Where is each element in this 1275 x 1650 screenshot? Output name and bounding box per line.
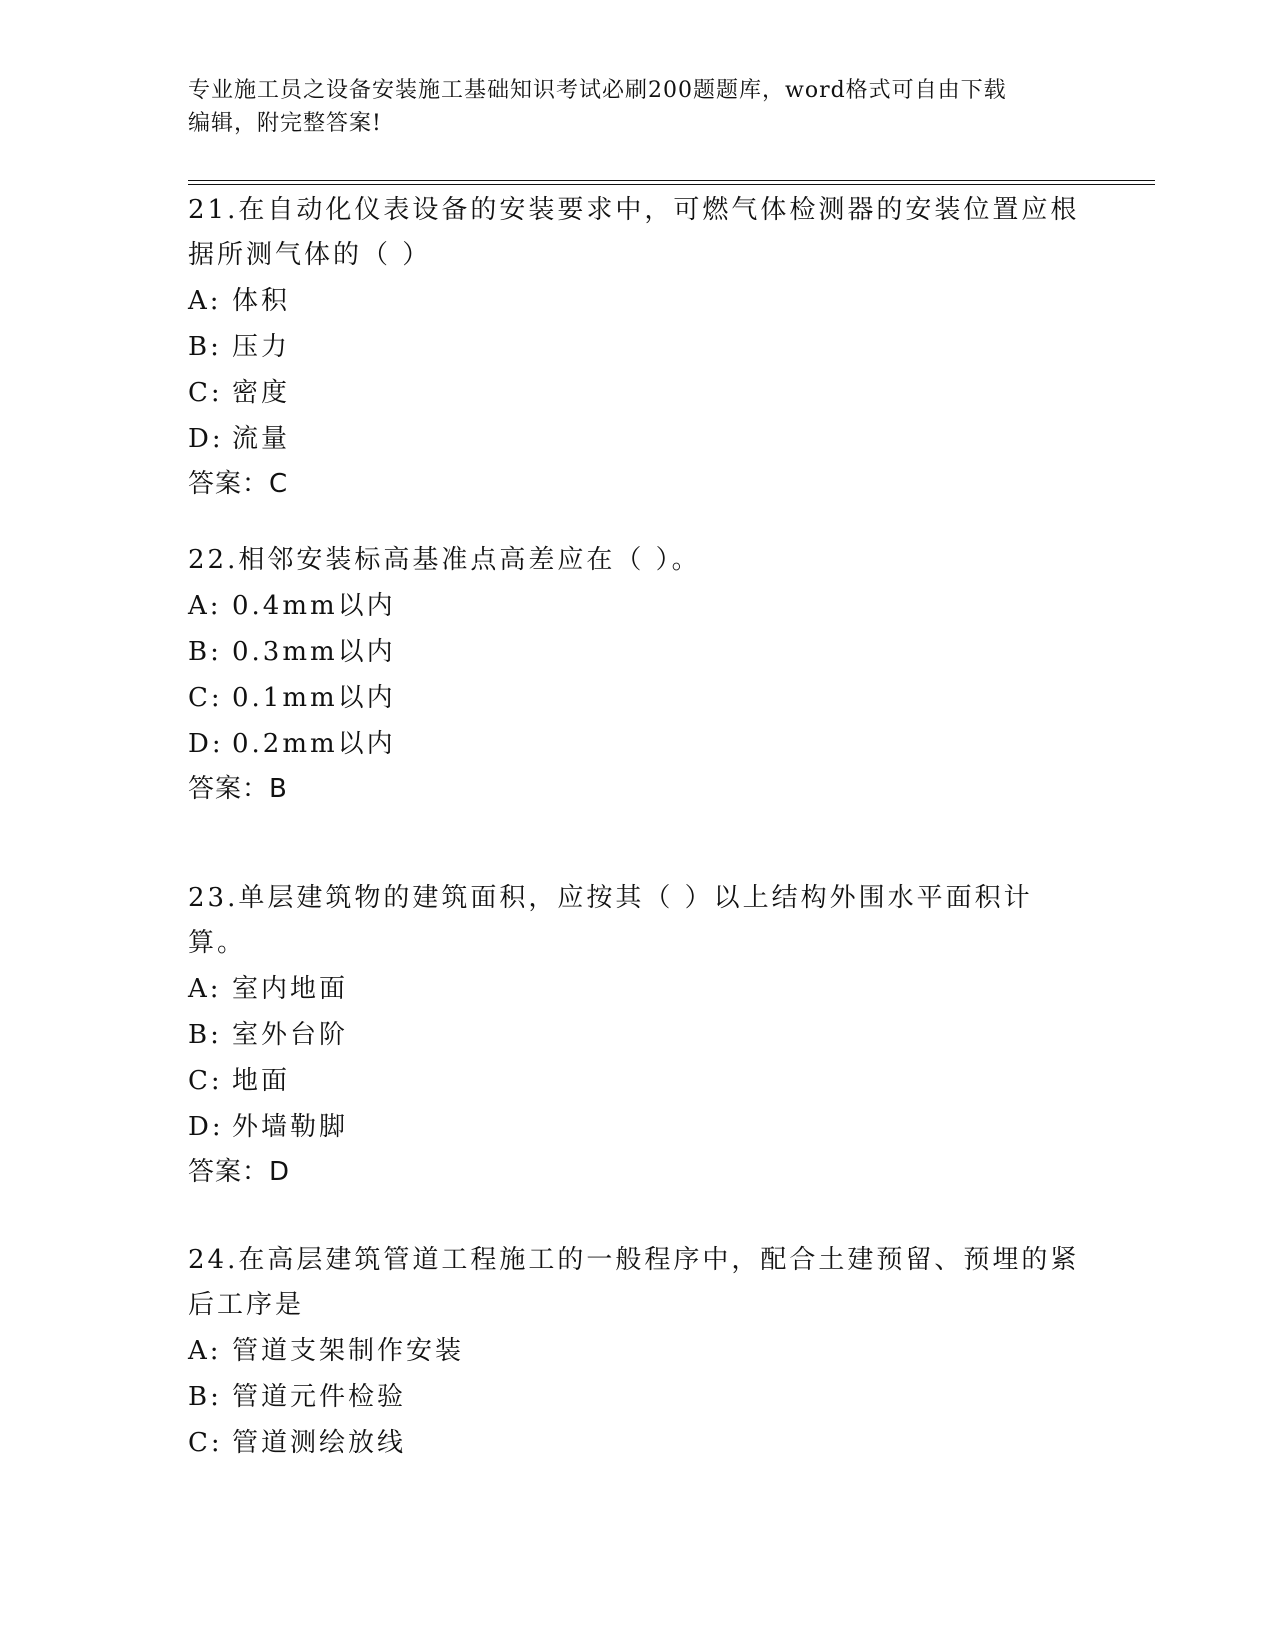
question-22 xyxy=(188,538,1088,811)
answer: 答案：B xyxy=(188,774,288,804)
question-stem: 22.相邻安装标高基准点高差应在（ ）。 xyxy=(188,545,701,575)
option-d: D: 流量 xyxy=(188,424,291,454)
option-c: C: 0.1mm以内 xyxy=(188,683,396,713)
header-divider-top xyxy=(188,180,1155,181)
option-c: C: 密度 xyxy=(188,378,291,408)
option-c: C: 地面 xyxy=(188,1066,291,1096)
option-c: C: 管道测绘放线 xyxy=(188,1428,407,1458)
answer: 答案：D xyxy=(188,1157,291,1187)
answer: 答案：C xyxy=(188,469,289,499)
question-stem: 23.单层建筑物的建筑面积，应按其（ ）以上结构外围水平面积计算。 xyxy=(188,883,1033,958)
question-stem: 24.在高层建筑管道工程施工的一般程序中，配合土建预留、预埋的紧后工序是 xyxy=(188,1245,1080,1320)
option-b: B: 0.3mm以内 xyxy=(188,637,396,667)
option-d: D: 外墙勒脚 xyxy=(188,1112,349,1142)
option-a: A: 0.4mm以内 xyxy=(188,591,396,621)
option-b: B: 管道元件检验 xyxy=(188,1382,407,1412)
option-b: B: 压力 xyxy=(188,332,291,362)
document-header xyxy=(188,74,1068,140)
header-line-2: 编辑，附完整答案! xyxy=(188,111,382,136)
option-a: A: 体积 xyxy=(188,286,291,316)
option-a: A: 管道支架制作安装 xyxy=(188,1336,465,1366)
option-a: A: 室内地面 xyxy=(188,974,349,1004)
header-divider-bottom xyxy=(188,184,1155,185)
question-24 xyxy=(188,1238,1088,1466)
question-stem: 21.在自动化仪表设备的安装要求中，可燃气体检测器的安装位置应根据所测气体的（ ） xyxy=(188,195,1080,270)
option-b: B: 室外台阶 xyxy=(188,1020,349,1050)
question-21 xyxy=(188,188,1088,506)
question-23 xyxy=(188,876,1088,1194)
option-d: D: 0.2mm以内 xyxy=(188,729,396,759)
header-line-1: 专业施工员之设备安装施工基础知识考试必刷200题题库，word格式可自由下载 xyxy=(188,78,1007,103)
